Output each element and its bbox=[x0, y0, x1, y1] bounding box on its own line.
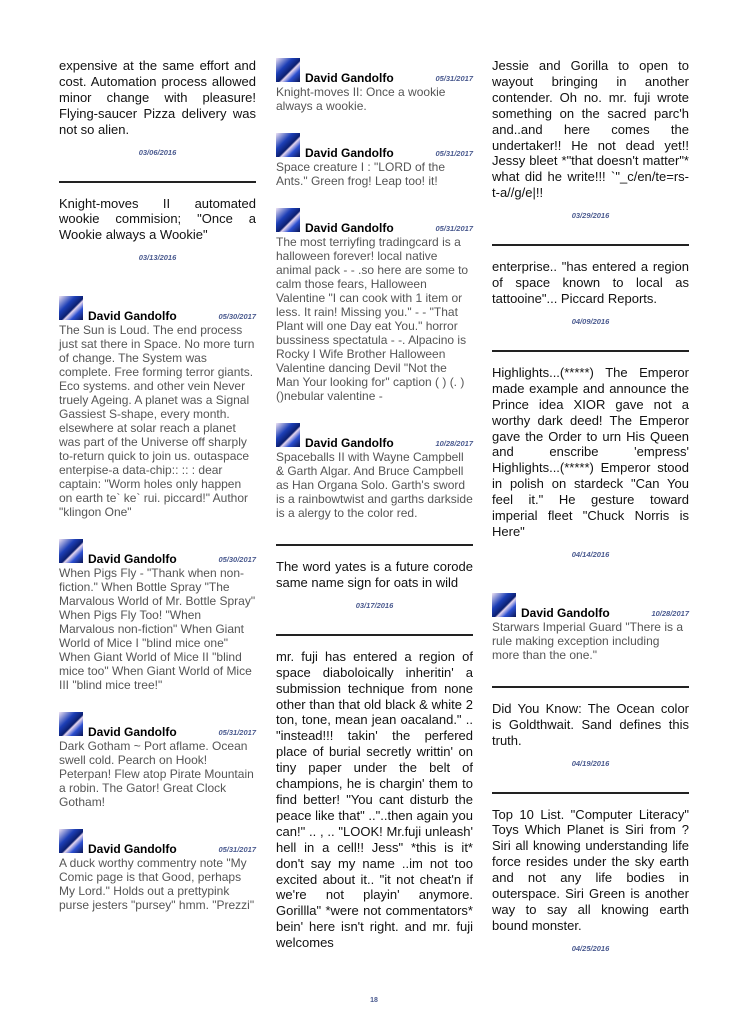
post-date: 03/06/2016 bbox=[138, 147, 177, 157]
divider-rule bbox=[492, 244, 689, 246]
post-entry bbox=[492, 58, 689, 220]
post-entry bbox=[492, 259, 689, 326]
post-text: Highlights...(*****) The Emperor made example and announce the Prince idea XIOR gave not a worthy dark deed! The Emperor gave the Order to urn His Queen and enscribe 'empress' Highlights...(*****) Emperor stood in polish on stardeck "Can You feel it." He gesture toward imperial fleet "Chuck Norris is Here" bbox=[492, 364, 689, 539]
comment-entry bbox=[276, 423, 473, 520]
post-entry bbox=[492, 365, 689, 559]
avatar bbox=[276, 208, 300, 232]
comment-date: 05/31/2017 bbox=[218, 845, 256, 855]
divider-rule bbox=[492, 792, 689, 794]
post-date: 04/19/2016 bbox=[571, 758, 610, 768]
post-entry bbox=[276, 649, 473, 951]
divider-rule bbox=[492, 350, 689, 352]
comment-author: David Gandolfo bbox=[88, 725, 177, 740]
comment-header bbox=[59, 539, 256, 567]
comment-date: 05/31/2017 bbox=[218, 728, 256, 738]
page-number: 18 bbox=[370, 997, 378, 1004]
post-entry bbox=[492, 807, 689, 953]
post-text: Knight-moves II automated wookie commision; "Once a Wookie always a Wookie" bbox=[59, 195, 256, 243]
avatar bbox=[276, 133, 300, 157]
comment-text: Space creature I : "LORD of the Ants." Green frog! Leap too! it! bbox=[276, 160, 446, 188]
comment-header bbox=[59, 829, 256, 857]
comment-text: The Sun is Loud. The end process just sat there in Space. No more turn of change. The System was complete. Free forming terror giants. Eco systems. and other vein Never truely Ageing. A planet was a Signal Gassiest S-shape, every month. elsewhere at solar reach a planet was part of the Universe off sharply to-return quick to join us. outaspace enterpise-a data-chip:: :: : dear captain: "Worm holes only happen on earth te` ke` rui. piccard!" Author "klingon One" bbox=[59, 323, 255, 520]
comment-date: 10/28/2017 bbox=[651, 608, 689, 618]
comment-date: 10/28/2017 bbox=[435, 439, 473, 448]
avatar bbox=[59, 539, 83, 563]
avatar bbox=[492, 593, 516, 617]
avatar bbox=[59, 829, 83, 853]
column-3 bbox=[492, 58, 689, 953]
comment-entry bbox=[59, 539, 256, 692]
post-entry bbox=[276, 559, 473, 610]
comment-entry bbox=[59, 296, 256, 519]
comment-text: Knight-moves II: Once a wookie always a wookie. bbox=[276, 85, 446, 113]
comment-date: 05/30/2017 bbox=[218, 312, 256, 322]
post-entry bbox=[59, 196, 256, 263]
avatar bbox=[59, 296, 83, 320]
post-date: 04/14/2016 bbox=[571, 549, 610, 559]
divider-rule bbox=[276, 544, 473, 546]
post-text: Top 10 List. "Computer Literacy" Toys Which Planet is Siri from ? Siri all knowing understanding life force resides under the sky earth and not any life bodies in outerspace. Siri Green is another way to say all knowing earth bound monster. bbox=[492, 806, 689, 933]
comment-date: 05/31/2017 bbox=[435, 224, 473, 233]
comment-entry bbox=[492, 593, 689, 662]
avatar bbox=[276, 58, 300, 82]
post-date: 04/25/2016 bbox=[571, 943, 610, 953]
comment-text: Spaceballs II with Wayne Campbell & Garth Algar. And Bruce Campbell as Han Organa Solo. Garth's sword is a rainbowtwist and garths darkside is a alergy to the color red. bbox=[276, 450, 473, 520]
avatar bbox=[276, 423, 300, 447]
post-text: enterprise.. "has entered a region of space known to local as tattooine"... Piccard Reports. bbox=[492, 259, 689, 306]
post-text: The word yates is a future corode same name sign for oats in wild bbox=[276, 559, 473, 590]
comment-text: The most terriyfing tradingcard is a halloween forever! local native animal pack - - .so here are some to calm those fears, Halloween Valentine "I can cook with 1 item or less. It rain! Missing you." - - "That Plant will one Day eat You." horror bussiness spectatula - -. Alpacino is Rocky I Wife Brother Halloween Valentine dancing Devil "Not the Man Your looking for" caption ( ) (. ) ()nebular valentine - bbox=[276, 235, 469, 403]
post-entry bbox=[59, 58, 256, 157]
comment-text: When Pigs Fly - "Thank when non-fiction." When Bottle Spray "The Marvalous World of Mr. Bottle Spray" When Pigs Fly Too! "When Marvalous non-fiction" When Giant World of Mice I "blind mice one" When Giant World of Mice II "blind mice too" When Giant World of Mice III "blind mice tree!" bbox=[59, 566, 256, 693]
post-text: Jessie and Gorilla to open to wayout bringing in another contender. Oh no. mr. fuji wrote something on the sacred parc'h and..and here comes the undertaker!! He not dead yet!! Jessy bleet *"that doesn't matter"* what did he write!!! `"_c/en/te=rs-t-a//g/e|!! bbox=[492, 58, 689, 201]
column-1 bbox=[59, 58, 256, 912]
column-2 bbox=[276, 58, 473, 951]
comment-author: David Gandolfo bbox=[305, 71, 394, 85]
comment-author: David Gandolfo bbox=[88, 552, 177, 567]
comment-author: David Gandolfo bbox=[88, 842, 177, 857]
comment-header bbox=[276, 208, 473, 235]
post-text: mr. fuji has entered a region of space diaboloically inheritin' a submission technique from none other than that old black & white 2 ton, tone, mean jean oacaland." .. "instead!!! takin' the perfered place of burial secretly writtin' on tiny paper under the belt of champions, he is chargin' them to find better! "You cant disturb the peace like that" .."..then again you can!" .. , .. "LOOK! Mr.fuji unleash' hell in a cell!! Jess" *this is it* don't say my name ..im not too excited about it.. "it not cheat'n if we're not playin' anymore. Gorillla" *were not commentators* bein' here isn't right. and mr. fuji welcomes bbox=[276, 648, 473, 951]
comment-entry bbox=[59, 712, 256, 809]
comment-date: 05/31/2017 bbox=[435, 74, 473, 83]
post-date: 04/09/2016 bbox=[571, 316, 610, 326]
divider-rule bbox=[276, 634, 473, 636]
divider-rule bbox=[59, 181, 256, 183]
comment-header bbox=[59, 296, 256, 324]
post-date: 03/13/2016 bbox=[138, 253, 177, 263]
comment-header bbox=[492, 593, 689, 620]
post-date: 03/17/2016 bbox=[355, 600, 394, 610]
post-entry bbox=[492, 701, 689, 768]
post-date: 03/29/2016 bbox=[571, 211, 610, 221]
comment-header bbox=[276, 58, 473, 85]
comment-author: David Gandolfo bbox=[88, 309, 177, 324]
comment-entry bbox=[276, 58, 473, 113]
comment-text: Dark Gotham ~ Port aflame. Ocean swell cold. Pearch on Hook! Peterpan! Flew atop Pirate Mountain a robin. The Gator! Great Clock Gotham! bbox=[59, 739, 254, 810]
divider-rule bbox=[492, 686, 689, 688]
comment-author: David Gandolfo bbox=[305, 436, 394, 450]
comment-author: David Gandolfo bbox=[305, 146, 394, 160]
comment-entry bbox=[276, 208, 473, 403]
comment-header bbox=[276, 133, 473, 160]
comment-text: Starwars Imperial Guard "There is a rule making exception including more than the one." bbox=[492, 619, 683, 662]
comment-header bbox=[59, 712, 256, 740]
post-text: Did You Know: The Ocean color is Goldthwait. Sand defines this truth. bbox=[492, 700, 689, 748]
comment-author: David Gandolfo bbox=[305, 221, 394, 235]
comment-text: A duck worthy commentry note "My Comic page is that Good, perhaps My Lord." Holds out a prettypink purse jesters "pursey" hmm. "Prezzi" bbox=[59, 856, 255, 913]
comment-header bbox=[276, 423, 473, 450]
comment-author: David Gandolfo bbox=[521, 605, 610, 620]
comment-entry bbox=[59, 829, 256, 912]
comment-date: 05/30/2017 bbox=[218, 555, 256, 565]
post-text: expensive at the same effort and cost. Automation process allowed minor change with pleasure! Flying-saucer Pizza delivery was not so alien. bbox=[59, 58, 256, 137]
comment-date: 05/31/2017 bbox=[435, 149, 473, 158]
comment-entry bbox=[276, 133, 473, 188]
avatar bbox=[59, 712, 83, 736]
